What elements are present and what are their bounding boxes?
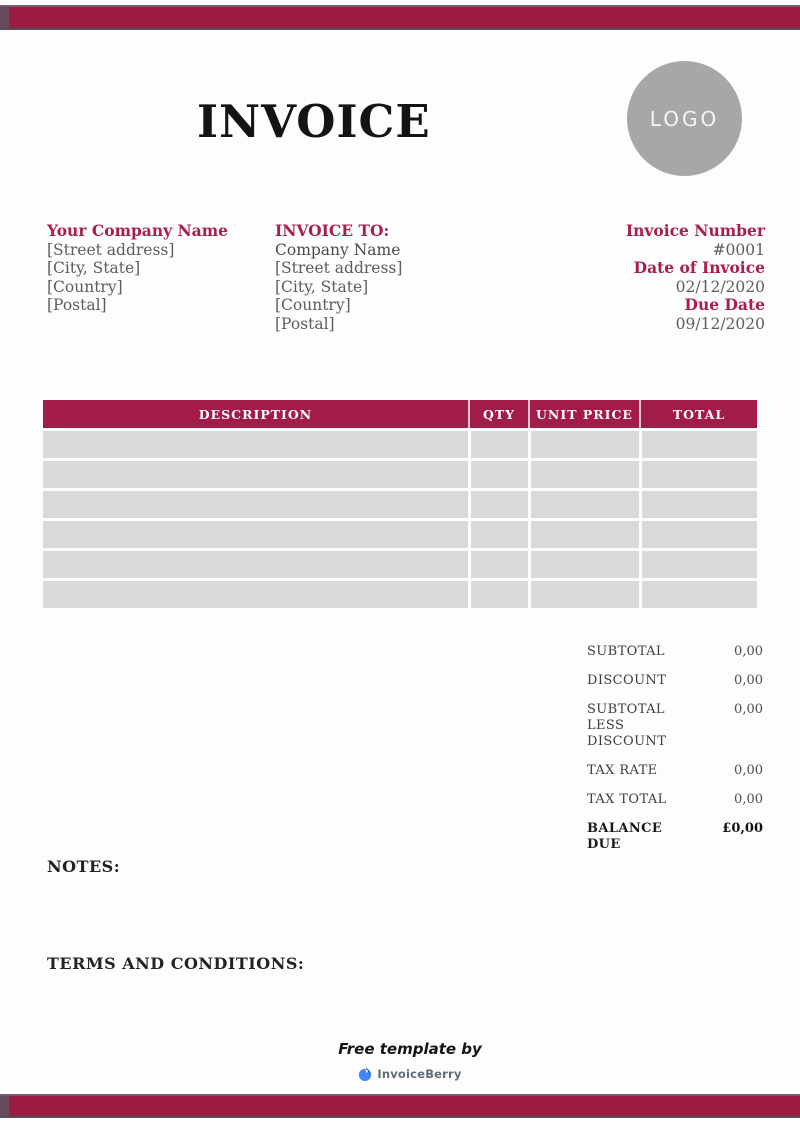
tax-rate-row (587, 763, 763, 779)
table-cell-empty (468, 581, 528, 608)
company-city-state: [City, State] (47, 259, 141, 278)
balance-due-label: BALANCE DUE (587, 821, 663, 852)
line-items-table (43, 400, 757, 611)
company-postal: [Postal] (47, 296, 107, 315)
column-header-qty: QTY (468, 400, 528, 428)
table-cell-empty (43, 431, 468, 458)
table-row (43, 461, 757, 488)
tax-total-label: TAX TOTAL (587, 792, 667, 807)
invoice-number-value: #0001 (712, 240, 765, 259)
column-header-total: TOTAL (639, 400, 757, 428)
table-row (43, 521, 757, 548)
subtotal-row (587, 644, 763, 660)
table-cell-empty (528, 551, 639, 578)
table-row (43, 551, 757, 578)
subtotal-less-discount-label: SUBTOTAL LESS DISCOUNT (587, 702, 667, 749)
due-date-label: Due Date (684, 295, 765, 315)
invoice-date-label: Date of Invoice (633, 258, 765, 278)
balance-due-row (587, 821, 763, 853)
invoice-to-heading: INVOICE TO: (275, 221, 390, 240)
page-title: INVOICE (197, 95, 431, 148)
footer-tagline: Free template by (338, 1040, 482, 1058)
table-cell-empty (468, 461, 528, 488)
subtotal-label: SUBTOTAL (587, 644, 665, 659)
table-cell-empty (43, 461, 468, 488)
table-cell-empty (639, 461, 757, 488)
table-row (43, 581, 757, 608)
table-cell-empty (528, 521, 639, 548)
invoice-date-value: 02/12/2020 (675, 277, 765, 296)
column-header-unit-price: UNIT PRICE (528, 400, 639, 428)
table-cell-empty (468, 491, 528, 518)
tax-rate-value: 0,00 (734, 763, 763, 778)
tax-rate-label: TAX RATE (587, 763, 658, 778)
invoice-meta-block (626, 222, 765, 334)
due-date-value: 09/12/2020 (675, 314, 765, 333)
subtotal-less-discount-value: 0,00 (734, 702, 763, 717)
table-header-row (43, 400, 757, 428)
table-cell-empty (528, 461, 639, 488)
table-row (43, 431, 757, 458)
column-header-description: DESCRIPTION (43, 400, 468, 428)
recipient-postal: [Postal] (275, 314, 335, 333)
company-name: Your Company Name (47, 221, 228, 240)
recipient-city-state: [City, State] (275, 277, 369, 296)
discount-row (587, 673, 763, 689)
table-cell-empty (528, 491, 639, 518)
table-cell-empty (639, 491, 757, 518)
footer-brand-name: InvoiceBerry (377, 1067, 462, 1081)
terms-heading: TERMS AND CONDITIONS: (47, 954, 305, 973)
footer-brand (20, 1067, 800, 1081)
balance-due-value: £0,00 (722, 821, 763, 836)
logo-text: LOGO (649, 106, 720, 131)
table-cell-empty (639, 551, 757, 578)
subtotal-value: 0,00 (734, 644, 763, 659)
table-cell-empty (468, 431, 528, 458)
logo-placeholder (627, 61, 742, 176)
discount-value: 0,00 (734, 673, 763, 688)
table-cell-empty (43, 491, 468, 518)
discount-label: DISCOUNT (587, 673, 667, 688)
table-cell-empty (468, 521, 528, 548)
totals-summary (587, 644, 763, 866)
tax-total-row (587, 792, 763, 808)
recipient-name: Company Name (275, 240, 401, 259)
recipient-street: [Street address] (275, 259, 403, 278)
table-cell-empty (43, 521, 468, 548)
recipient-country: [Country] (275, 296, 351, 315)
table-cell-empty (639, 521, 757, 548)
table-cell-empty (528, 581, 639, 608)
table-row (43, 491, 757, 518)
top-accent-bar (0, 5, 800, 30)
table-cell-empty (43, 551, 468, 578)
company-address-block (47, 222, 228, 315)
invoiceberry-icon (358, 1067, 372, 1081)
table-body (43, 431, 757, 608)
company-street: [Street address] (47, 240, 175, 259)
table-cell-empty (468, 551, 528, 578)
table-cell-empty (528, 431, 639, 458)
notes-heading: NOTES: (47, 857, 121, 876)
bottom-accent-bar (0, 1094, 800, 1118)
table-cell-empty (43, 581, 468, 608)
company-country: [Country] (47, 277, 123, 296)
invoice-number-label: Invoice Number (625, 221, 765, 240)
tax-total-value: 0,00 (734, 792, 763, 807)
table-cell-empty (639, 431, 757, 458)
invoice-to-block (275, 222, 402, 334)
subtotal-less-discount-row (587, 702, 763, 750)
table-cell-empty (639, 581, 757, 608)
